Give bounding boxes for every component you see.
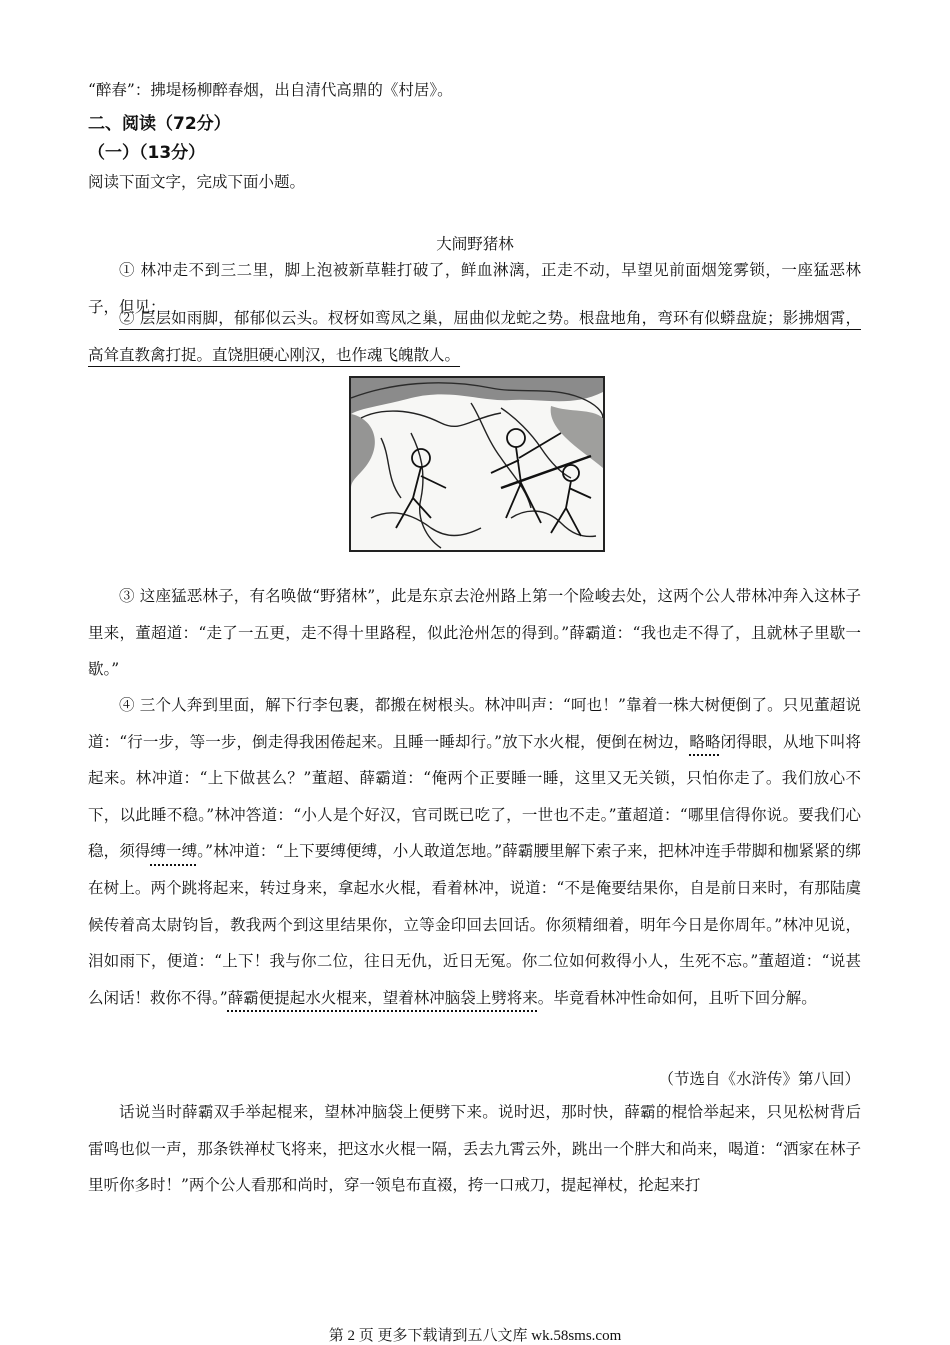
- paragraph-4-part-a: ④ 三个人奔到里面，解下行李包裹，都搬在树根头。林冲叫声：“呵也！”靠着一株大树便倒了。只见董超说道：“行一步，等一步，倒走得我困倦起来。且睡一睡却行。”放下水火棍，便倒在树边，: [88, 696, 861, 751]
- subsection-title: （一）（13分）: [88, 143, 206, 163]
- page-footer: 第 2 页 更多下载请到五八文库 wk.58sms.com: [328, 1328, 622, 1344]
- note-line: “醉春”：拂堤杨柳醉春烟，出自清代高鼎的《村居》。: [88, 81, 453, 99]
- paragraph-2-underlined: ② 层层如雨脚，郁郁似云头。杈枒如鸾凤之巢，屈曲似龙蛇之势。根盘地角，弯环有似蟒盘旋；影拂烟霄，高耸直教禽打捉。直饶胆硬心刚汉，也作魂飞魄散人。: [88, 309, 861, 364]
- paragraph-4-part-c: 。”林冲道：“上下要缚便缚，小人敢道怎地。”薛霸腰里解下索子来，把林冲连手带脚和枷紧紧的绑在树上。两个跳将起来，转过身来，拿起水火棍，看着林冲，说道：“不是俺要结果你，自是前日来时，有那陆虞候传着高太尉钧旨，教我两个到这里结果你，立等金印回去回话。你须精细着，明年今日是你周年。”林冲见说，泪如雨下，便道：“上下！我与你二位，往日无仇，近日无冤。你二位如何救得小人，生死不忘。”董超道：“说甚么闲话！救你不得。”: [88, 842, 861, 1007]
- dotted-phrase-3: 薛霸便提起水火棍来，望着林冲脑袋上劈将来: [227, 988, 538, 1007]
- paragraph-4: [88, 687, 861, 1016]
- article-title: 大闹野猪林: [436, 235, 514, 253]
- paragraph-4-part-d: 。毕竟看林冲性命如何，且听下回分解。: [537, 988, 817, 1007]
- paragraph-2: [88, 300, 861, 373]
- paragraph-5: 话说当时薛霸双手举起棍来，望林冲脑袋上便劈下来。说时迟，那时快，薛霸的棍恰举起来，只见松树背后雷鸣也似一声，那条铁禅杖飞将来，把这水火棍一隔，丢去九霄云外，跳出一个胖大和尚来，喝道：“洒家在林子里听你多时！”两个公人看那和尚时，穿一领皂布直裰，挎一口戒刀，提起禅杖，抡起来打: [88, 1103, 861, 1195]
- source-citation: （节选自《水浒传》第八回）: [658, 1070, 860, 1088]
- paragraph-4-part-b: 闭得眼，从地下叫将起来。林冲道：“上下做甚么？”董超、薛霸道：“俺两个正要睡一睡，这里又无关锁，只怕你走了。我们放心不下，以此睡不稳。”林冲答道：“小人是个好汉，官司既已吃了，一世也不走。”董超道：“哪里信得你说。要我们心稳，须得: [88, 732, 861, 861]
- woodcut-illustration-icon: [351, 378, 603, 550]
- paragraph-3: ③ 这座猛恶林子，有名唤做“野猪林”，此是东京去沧州路上第一个险峻去处，这两个公人带林冲奔入这林子里来，董超道：“走了一五更，走不得十里路程，似此沧州怎的得到。”薛霸道：“我也走不得了，且就林子里歇一歇。”: [88, 587, 861, 679]
- dotted-phrase-2: 缚一缚: [150, 842, 198, 861]
- dotted-phrase-1: 略略: [689, 732, 721, 751]
- illustration-image: [349, 376, 605, 552]
- instruction: 阅读下面文字，完成下面小题。: [88, 173, 306, 191]
- section-title: 二、阅读（72分）: [88, 114, 231, 134]
- paragraph-1: ① 林冲走不到三二里，脚上泡被新草鞋打破了，鲜血淋漓，正走不动，早望见前面烟笼雾锁，一座猛恶林子，但见：: [88, 261, 861, 316]
